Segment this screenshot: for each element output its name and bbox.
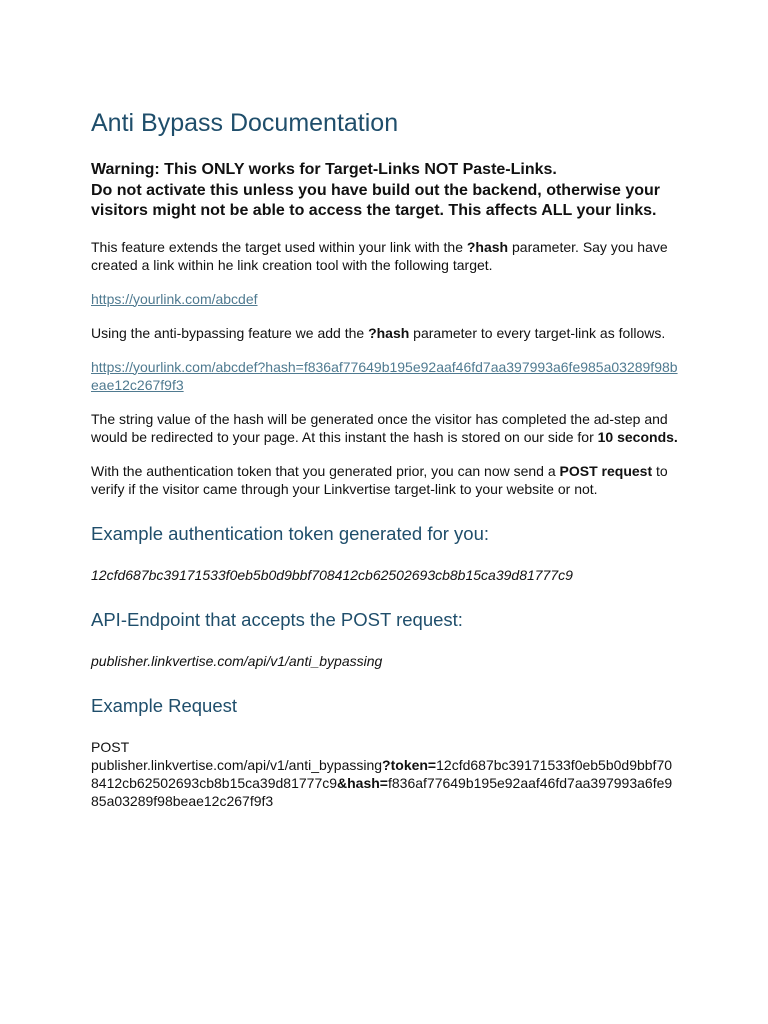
example-request: [91, 738, 679, 810]
request-hash-value: f836af77649b195e92aaf46fd7aa397993a6fe985a03289f98beae12c267f9f3: [91, 774, 673, 809]
page-title: Anti Bypass Documentation: [91, 109, 399, 137]
hashed-link-paragraph: [91, 358, 679, 394]
request-hash-key: &hash=: [337, 774, 388, 791]
intro-paragraph: [91, 238, 679, 274]
example-target-link[interactable]: https://yourlink.com/abcdef: [91, 290, 258, 307]
example-link-paragraph: [91, 290, 679, 308]
auth-info-paragraph: [91, 462, 679, 498]
auth-info-text-after: to verify if the visitor came through your Linkvertise target-link to your website or not.: [91, 462, 668, 497]
example-hashed-link[interactable]: https://yourlink.com/abcdef?hash=f836af77649b195e92aaf46fd7aa397993a6fe985a03289f98beae12c267f9f3: [91, 358, 678, 393]
request-url: publisher.linkvertise.com/api/v1/anti_bypassing: [91, 756, 383, 773]
hash-info-text: The string value of the hash will be generated once the visitor has completed the ad-step and would be redirected to your page. At this instant the hash is stored on our side for: [91, 410, 668, 445]
using-text-after: parameter to every target-link as follows.: [409, 324, 666, 341]
using-text-before: Using the anti-bypassing feature we add the: [91, 324, 369, 341]
document-page: [91, 106, 679, 826]
request-method: POST: [91, 738, 130, 755]
warning-line-1: Warning: This ONLY works for Target-Links NOT Paste-Links.: [91, 161, 557, 178]
using-hash-param: ?hash: [368, 324, 410, 341]
hash-info-duration: 10 seconds.: [597, 428, 678, 445]
request-token-value: 12cfd687bc39171533f0eb5b0d9bbf708412cb62502693cb8b15ca39d81777c9: [91, 756, 673, 791]
warning-line-2: Do not activate this unless you have build out the backend, otherwise your visitors might not be able to access the target. This affects ALL your links.: [91, 181, 660, 219]
auth-info-text-before: With the authentication token that you generated prior, you can now send a: [91, 462, 560, 479]
endpoint-section-heading: API-Endpoint that accepts the POST request:: [91, 608, 463, 630]
using-paragraph: [91, 324, 679, 342]
intro-text-after: parameter. Say you have created a link within he link creation tool with the following target.: [91, 238, 668, 273]
api-endpoint: publisher.linkvertise.com/api/v1/anti_bypassing: [91, 652, 383, 669]
warning-block: [91, 160, 679, 222]
request-token-key: ?token=: [382, 756, 437, 773]
intro-hash-param: ?hash: [466, 238, 509, 255]
auth-info-post-request: POST request: [559, 462, 653, 479]
hash-info-paragraph: [91, 410, 679, 446]
request-section-heading: Example Request: [91, 694, 238, 716]
example-token: 12cfd687bc39171533f0eb5b0d9bbf708412cb62502693cb8b15ca39d81777c9: [91, 566, 573, 583]
token-section-heading: Example authentication token generated for you:: [91, 522, 490, 544]
intro-text-before: This feature extends the target used within your link with the: [91, 238, 467, 255]
